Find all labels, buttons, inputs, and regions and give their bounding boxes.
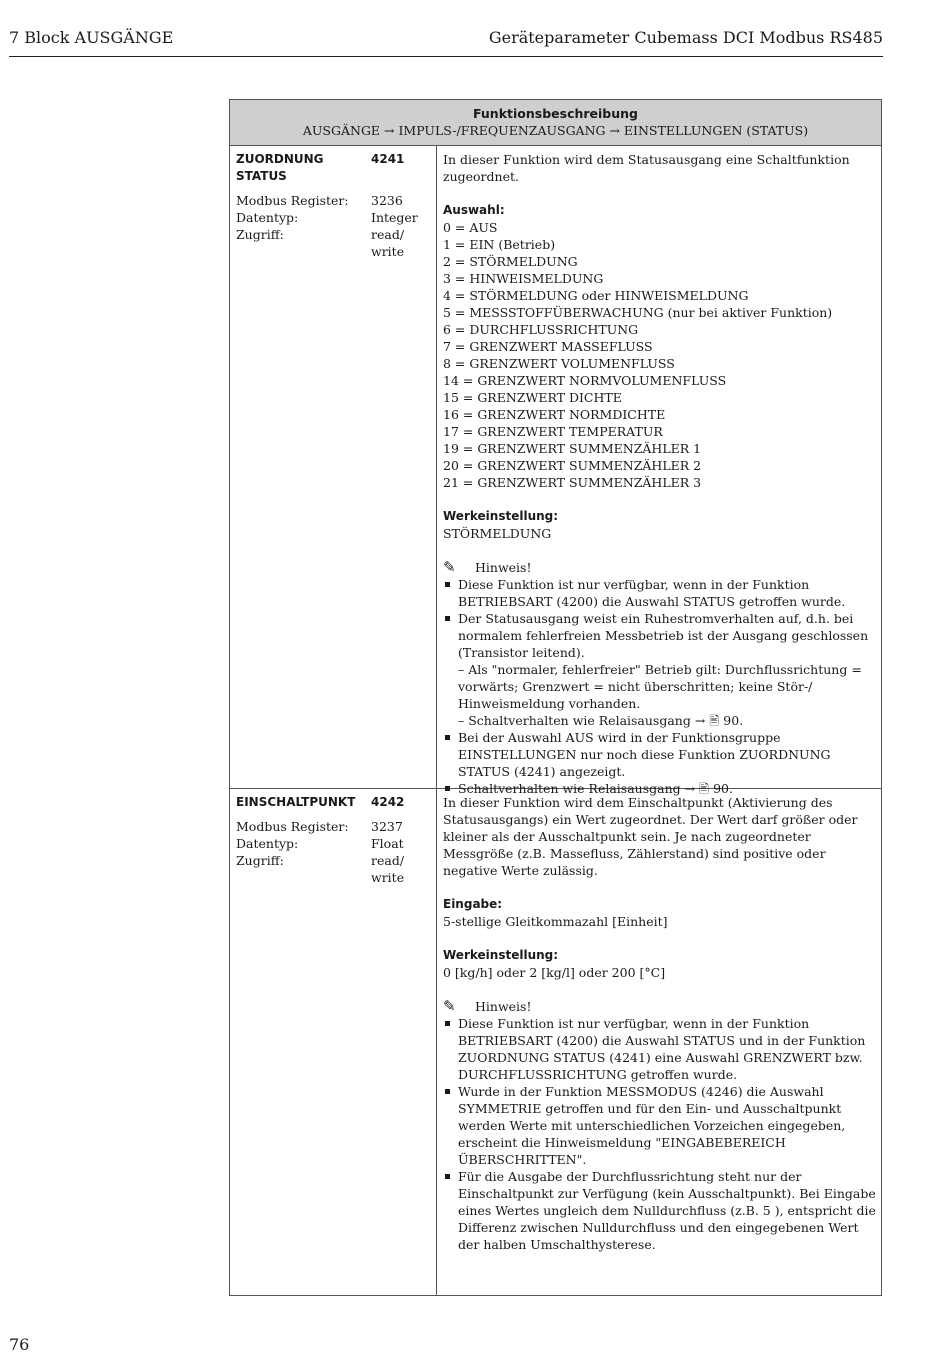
description-intro: In dieser Funktion wird dem Einschaltpunkt (Aktivierung des Statusausgangs) ein Wert zugeordnet. Der Wert darf größer oder kleiner als der Ausschaltpunkt sein. Je nach zugeordneter Messgröße (z.B. Massefluss, Zählerstand) sind positive oder negative Werte zulässig. [443, 795, 858, 878]
table-header-path: AUSGÄNGE → IMPULS-/FREQUENZAUSGANG → EINSTELLUNGEN (STATUS) [302, 123, 809, 138]
default-heading: Werkeinstellung: [443, 509, 559, 523]
default-value: STÖRMELDUNG [443, 526, 552, 541]
choice-item: 1 = EIN (Betrieb) [443, 237, 556, 252]
meta-label-register: Modbus Register: [236, 193, 349, 208]
note-sub-item: – Schaltverhalten wie Relaisausgang → 🖹 90. [458, 713, 744, 728]
meta-label-access: Zugriff: [236, 227, 284, 242]
meta-value-register: 3237 [371, 819, 403, 834]
choice-item: 4 = STÖRMELDUNG oder HINWEISMELDUNG [443, 288, 749, 303]
meta-value-datatype: Integer [371, 210, 418, 225]
note-bullet: Schaltverhalten wie Relaisausgang → 🖹 90. [443, 780, 879, 797]
meta-label-access: Zugriff: [236, 853, 284, 868]
parameter-name: EINSCHALTPUNKT [236, 795, 356, 809]
meta-value-access: read/ [371, 227, 405, 242]
header-rule [9, 56, 883, 57]
parameter-meta [236, 818, 432, 885]
choice-item: 8 = GRENZWERT VOLUMENFLUSS [443, 356, 675, 371]
note-sub-item: – Als "normaler, fehlerfreier" Betrieb gilt: Durchflussrichtung = vorwärts; Grenzwert = nicht überschritten; keine Stör-/ Hinweismeldung vorhanden. [458, 662, 862, 711]
meta-value-datatype: Float [371, 836, 404, 851]
meta-value-access: read/ [371, 853, 405, 868]
table-header [230, 100, 881, 146]
column-divider [436, 146, 437, 1296]
choice-item: 15 = GRENZWERT DICHTE [443, 390, 622, 405]
note-heading [443, 998, 879, 1015]
description [443, 794, 879, 1253]
pencil-icon: ✎ [443, 997, 456, 1015]
note-bullet: Der Statusausgang weist ein Ruhestromverhalten auf, d.h. bei normalem fehlerfreien Messbetrieb ist der Ausgang geschlossen (Transistor leitend). [443, 610, 879, 661]
meta-value-access-2: write [371, 244, 405, 259]
choice-item: 20 = GRENZWERT SUMMENZÄHLER 2 [443, 458, 702, 473]
choice-item: 6 = DURCHFLUSSRICHTUNG [443, 322, 639, 337]
choice-item: 19 = GRENZWERT SUMMENZÄHLER 1 [443, 441, 702, 456]
choice-item: 2 = STÖRMELDUNG [443, 254, 578, 269]
choice-item: 3 = HINWEISMELDUNG [443, 271, 604, 286]
note-heading [443, 559, 879, 576]
table-header-title: Funktionsbeschreibung [472, 106, 638, 121]
meta-label-datatype: Datentyp: [236, 210, 299, 225]
parameter-number: 4241 [371, 152, 405, 166]
note-bullet: Wurde in der Funktion MESSMODUS (4246) die Auswahl SYMMETRIE getroffen und für den Ein- und Ausschaltpunkt werden Werte mit unterschiedlichen Vorzeichen eingegeben, erscheint die Hinweismeldung "EINGABEBEREICH ÜBERSCHRITTEN". [443, 1083, 879, 1168]
note-bullet: Diese Funktion ist nur verfügbar, wenn in der Funktion BETRIEBSART (4200) die Auswahl STATUS und in der Funktion ZUORDNUNG STATUS (4241) eine Auswahl GRENZWERT bzw. DURCHFLUSSRICHTUNG getroffen wurde. [443, 1015, 879, 1083]
choice-item: 0 = AUS [443, 220, 498, 235]
pencil-icon: ✎ [443, 558, 456, 576]
description-intro: In dieser Funktion wird dem Statusausgang eine Schaltfunktion zugeordnet. [443, 152, 850, 184]
note-bullet: Diese Funktion ist nur verfügbar, wenn in der Funktion BETRIEBSART (4200) die Auswahl STATUS getroffen wurde. [443, 576, 879, 610]
parameter-info [236, 151, 432, 259]
page-number: 76 [9, 1335, 30, 1354]
choice-item: 17 = GRENZWERT TEMPERATUR [443, 424, 663, 439]
header-document-title: Geräteparameter Cubemass DCI Modbus RS485 [488, 28, 883, 47]
choice-heading: Auswahl: [443, 203, 505, 217]
default-value: 0 [kg/h] oder 2 [kg/l] oder 200 [°C] [443, 965, 666, 980]
choice-item: 5 = MESSSTOFFÜBERWACHUNG (nur bei aktiver Funktion) [443, 305, 833, 320]
parameter-info [236, 794, 432, 885]
note-label: Hinweis! [475, 560, 532, 575]
note-bullet: Für die Ausgabe der Durchflussrichtung steht nur der Einschaltpunkt zur Verfügung (kein Ausschaltpunkt). Bei Eingabe eines Wertes ungleich dem Nulldurchfluss (z.B. 5 ), entspricht die Differenz zwischen Nulldurchfluss und den eingegebenen Wert der halben Umschalthysterese. [443, 1168, 879, 1253]
note-list [443, 1015, 879, 1253]
parameter-name: ZUORDNUNG STATUS [236, 152, 324, 183]
function-table [229, 99, 882, 1296]
parameter-number: 4242 [371, 795, 405, 809]
input-value: 5-stellige Gleitkommazahl [Einheit] [443, 914, 668, 929]
parameter-meta [236, 192, 432, 259]
note-list [443, 576, 879, 797]
header-chapter: 7 Block AUSGÄNGE [9, 28, 174, 47]
input-heading: Eingabe: [443, 897, 503, 911]
choice-item: 16 = GRENZWERT NORMDICHTE [443, 407, 666, 422]
meta-label-register: Modbus Register: [236, 819, 349, 834]
choice-item: 7 = GRENZWERT MASSEFLUSS [443, 339, 653, 354]
default-heading: Werkeinstellung: [443, 948, 559, 962]
meta-value-access-2: write [371, 870, 405, 885]
choice-item: 14 = GRENZWERT NORMVOLUMENFLUSS [443, 373, 727, 388]
description [443, 151, 879, 797]
note-label: Hinweis! [475, 999, 532, 1014]
meta-value-register: 3236 [371, 193, 403, 208]
choice-item: 21 = GRENZWERT SUMMENZÄHLER 3 [443, 475, 702, 490]
meta-label-datatype: Datentyp: [236, 836, 299, 851]
note-bullet: Bei der Auswahl AUS wird in der Funktionsgruppe EINSTELLUNGEN nur noch diese Funktion ZUORDNUNG STATUS (4241) angezeigt. [443, 729, 879, 780]
